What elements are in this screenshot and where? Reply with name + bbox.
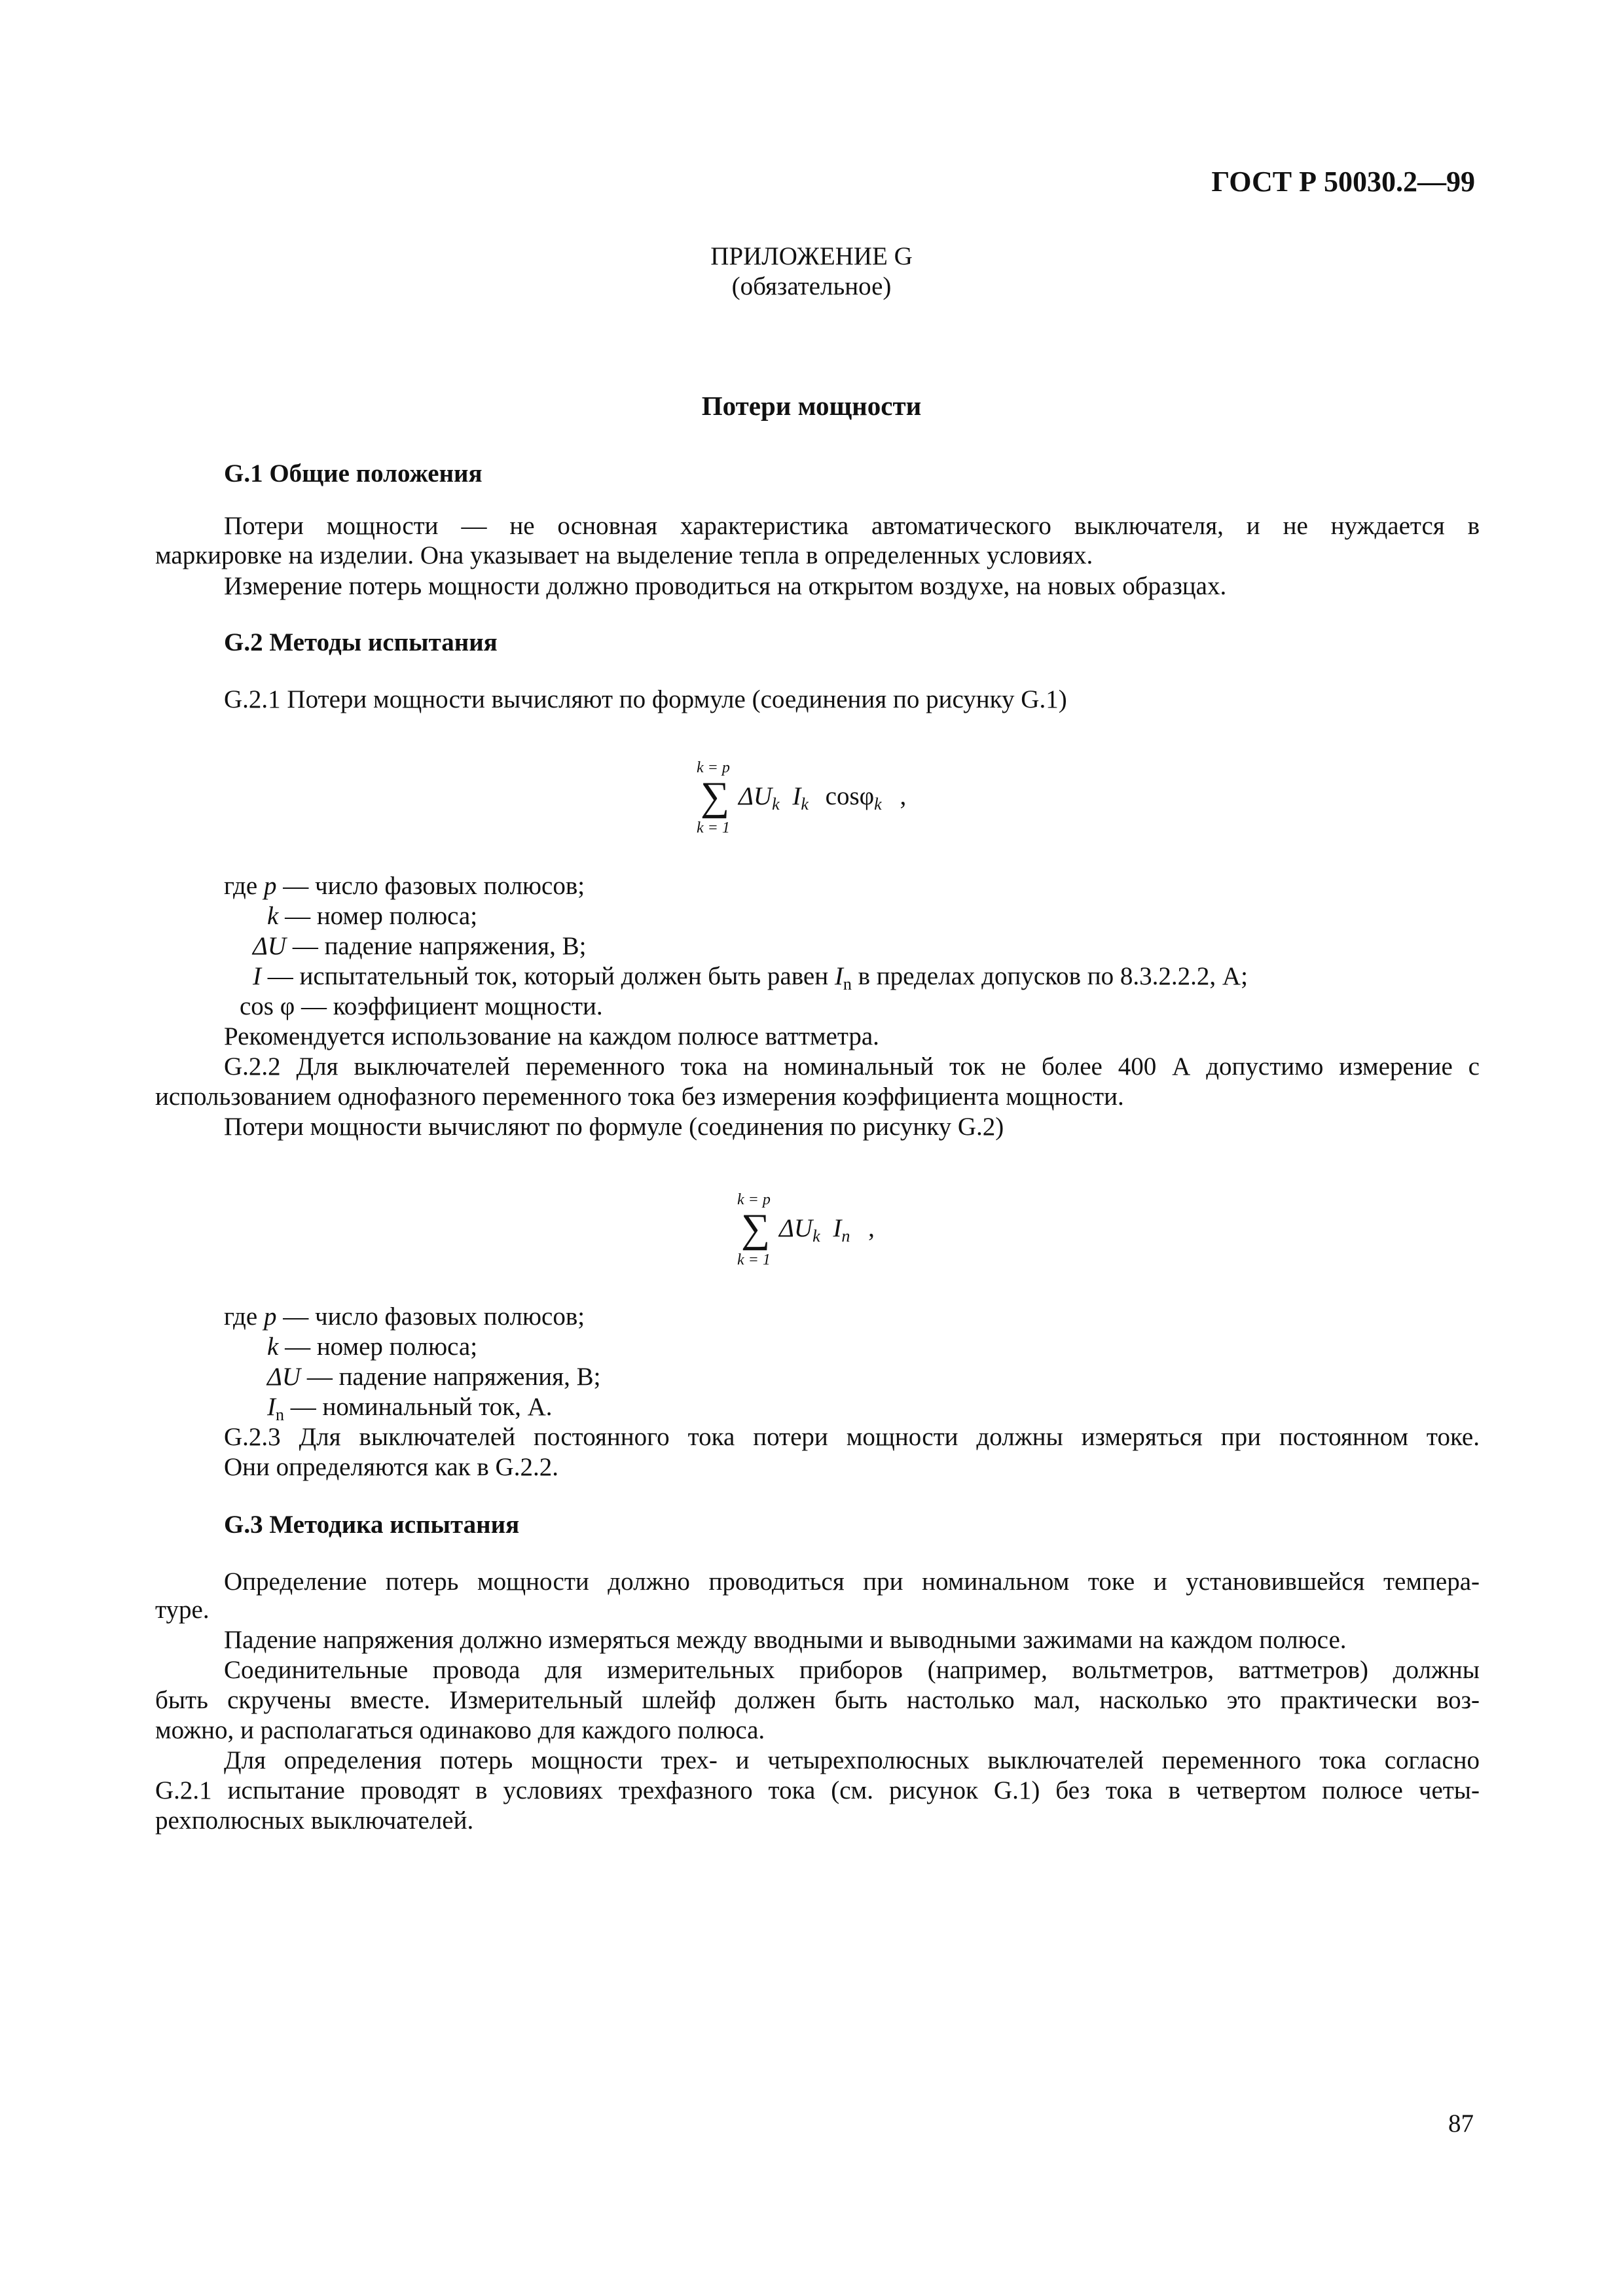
g3-paragraph-3c: можно, и располагаться одинаково для каждого полюса.: [155, 1716, 765, 1744]
g22-paragraph-end: использованием однофазного переменного тока без измерения коэффициента мощности.: [155, 1083, 1124, 1111]
delta-u-symbol: ΔU: [739, 782, 773, 810]
n-subscript: n: [841, 1227, 850, 1246]
g3-paragraph-3b: быть скручены вместе. Измерительный шлейф должен быть настолько мал, насколько это практически воз-: [155, 1686, 1480, 1714]
where1-line-i: I — испытательный ток, который должен быть равен $I_n$ в пределах допусков по 8.3.2.2.2, А;: [253, 962, 1248, 994]
phi-symbol: φ: [859, 782, 875, 810]
where2-line-p: где p — число фазовых полюсов;: [224, 1302, 585, 1331]
g23-paragraph-end: Они определяются как в G.2.2.: [224, 1453, 558, 1481]
g23-paragraph: G.2.3 Для выключателей постоянного тока потери мощности должны измеряться при постоянном токе.: [224, 1423, 1480, 1451]
sum-upper-limit-2: k = p: [737, 1191, 771, 1208]
where2-line-in: $I_n$ — номинальный ток, А.: [267, 1393, 553, 1424]
appendix-status: (обязательное): [731, 272, 892, 300]
g3-paragraph-1: Определение потерь мощности должно проводиться при номинальном токе и установившейся темпера-: [224, 1568, 1480, 1596]
g22-paragraph: G.2.2 Для выключателей переменного тока на номинальный ток не более 400 А допустимо измерение с: [224, 1052, 1480, 1081]
k-subscript: k: [772, 795, 780, 814]
sum-symbol: ∑: [701, 774, 730, 819]
g3-paragraph-4b: G.2.1 испытание проводят в условиях трехфазного тока (см. рисунок G.1) без тока в четвертом полюсе четы-: [155, 1776, 1480, 1804]
g1-paragraph-1: Потери мощности — не основная характеристика автоматического выключателя, и не нуждается в: [224, 512, 1480, 540]
k-subscript-2: k: [801, 795, 809, 814]
sum-lower-limit: k = 1: [697, 819, 730, 836]
document-code: ГОСТ Р 50030.2—99: [1211, 166, 1475, 198]
formula-comma: ,: [900, 782, 907, 810]
g3-paragraph-4c: рехполюсных выключателей.: [155, 1806, 474, 1835]
g1-paragraph-2: Измерение потерь мощности должно проводиться на открытом воздухе, на новых образцах.: [224, 572, 1227, 600]
g21-paragraph: G.2.1 Потери мощности вычисляют по формуле (соединения по рисунку G.1): [224, 685, 1067, 713]
where1-line-k: k — номер полюса;: [267, 902, 478, 930]
formula-power-loss-2: [735, 1191, 931, 1270]
g3-paragraph-1-end: туре.: [155, 1596, 210, 1624]
recommend-paragraph: Рекомендуется использование на каждом полюсе ваттметра.: [224, 1022, 879, 1050]
formula-comma-2: ,: [868, 1214, 875, 1242]
g22-formula-intro: Потери мощности вычисляют по формуле (соединения по рисунку G.2): [224, 1113, 1004, 1141]
where2-line-k: k — номер полюса;: [267, 1333, 478, 1361]
cos-function: cos: [825, 782, 860, 810]
current-symbol-2: I: [833, 1214, 842, 1242]
sum-upper-limit: k = p: [697, 759, 730, 776]
delta-u-symbol-2: ΔU: [779, 1214, 813, 1242]
section-heading-g3: G.3 Методика испытания: [224, 1511, 520, 1539]
g1-paragraph-1-end: маркировке на изделии. Она указывает на выделение тепла в определенных условиях.: [155, 541, 1093, 569]
page-number: 87: [1448, 2109, 1474, 2138]
where1-line-cos: cos φ — коэффициент мощности.: [240, 992, 603, 1020]
where2-line-du: ΔU — падение напряжения, В;: [267, 1363, 601, 1391]
section-heading-g1: G.1 Общие положения: [224, 459, 483, 488]
k-subscript-3: k: [874, 795, 882, 814]
appendix-title: ПРИЛОЖЕНИЕ G: [710, 242, 913, 270]
g3-paragraph-3a: Соединительные провода для измерительных приборов (например, вольтметров, ваттметров) должны: [224, 1656, 1480, 1684]
formula-power-loss-1: [694, 759, 956, 838]
where1-line-du: ΔU — падение напряжения, В;: [253, 932, 587, 960]
sum-symbol-2: ∑: [741, 1206, 771, 1251]
where1-line-p: где p — число фазовых полюсов;: [224, 872, 585, 900]
section-heading-g2: G.2 Методы испытания: [224, 628, 498, 656]
g3-paragraph-4a: Для определения потерь мощности трех- и четырехполюсных выключателей переменного тока согласно: [224, 1746, 1480, 1774]
main-title: Потери мощности: [701, 391, 922, 421]
g3-paragraph-2: Падение напряжения должно измеряться между вводными и выводными зажимами на каждом полюсе.: [224, 1626, 1347, 1654]
sum-lower-limit-2: k = 1: [737, 1251, 771, 1268]
current-symbol: I: [792, 782, 801, 810]
k-subscript-4: k: [812, 1227, 820, 1246]
